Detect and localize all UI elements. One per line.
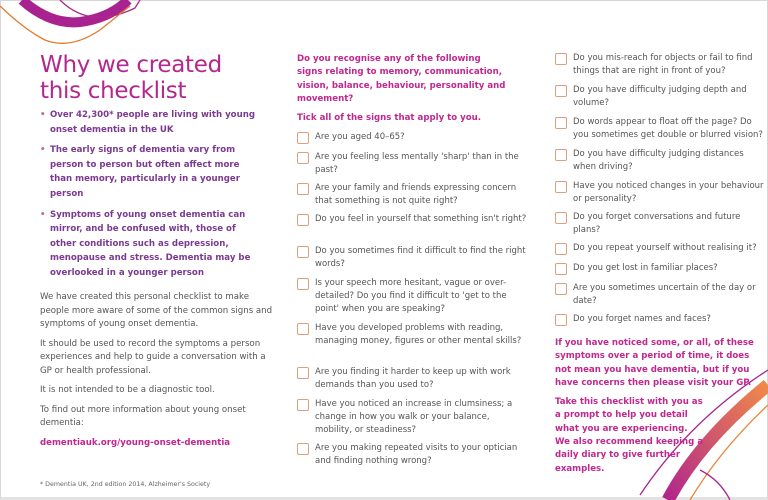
intro-question: Do you recognise any of the following signs relating to memory, communication, vision, balance, behaviour, personality and movement?: [297, 54, 506, 104]
item-label: Have you noticed changes in your behaviour or personality?: [573, 181, 764, 204]
item-label: Do you have difficulty judging distances when driving?: [573, 149, 744, 172]
paragraph: It is not intended to be a diagnostic tool.: [40, 385, 215, 395]
item-label: Do you repeat yourself without realising it?: [573, 243, 757, 253]
key-fact: • Over 42,300* people are living with young onset dementia in the UK: [40, 108, 255, 137]
checklist-item[interactable]: [297, 366, 527, 392]
key-fact: • Symptoms of young onset dementia can mirror, and be confused with, those of other conditions such as depression, menopause and stress. Dementia may be overlooked in a younger person: [40, 208, 255, 281]
paragraph: To find out more information about young onset dementia:: [40, 404, 246, 428]
item-label: Do you forget conversations and future plans?: [573, 212, 741, 235]
checkbox[interactable]: [297, 214, 309, 226]
checkbox[interactable]: [297, 443, 309, 455]
item-label: Is your speech more hesitant, vague or over-detailed? Do you find it difficult to 'get to the point' when you are speaking?: [315, 278, 507, 314]
checkbox[interactable]: [555, 53, 567, 65]
checkbox[interactable]: [297, 323, 309, 335]
dementia-uk-link[interactable]: dementiauk.org/young-onset-dementia: [40, 437, 231, 448]
page-title: Why we created this checklist: [40, 52, 222, 104]
key-fact: • The early signs of dementia vary from person to person but often affect more than memory, particularly in a younger person: [40, 143, 255, 201]
checkbox[interactable]: [297, 246, 309, 258]
checklist-item[interactable]: [555, 313, 765, 326]
checkbox[interactable]: [555, 212, 567, 224]
checkbox[interactable]: [555, 243, 567, 255]
checkbox[interactable]: [297, 183, 309, 195]
item-label: Do words appear to float off the page? Do you sometimes get double or blurred vision?: [573, 117, 763, 140]
checkbox[interactable]: [555, 314, 567, 326]
checklist-item[interactable]: [297, 322, 527, 348]
checklist-intro: [297, 53, 507, 131]
checkbox[interactable]: [555, 117, 567, 129]
checklist-item[interactable]: [555, 262, 765, 275]
checkbox[interactable]: [297, 152, 309, 164]
item-label: Have you noticed an increase in clumsiness; a change in how you walk or your balance, mobility, or steadiness?: [315, 399, 513, 435]
checklist-item[interactable]: [555, 282, 765, 308]
checklist-item[interactable]: [555, 180, 765, 206]
footnote: * Dementia UK, 2nd edition 2014, Alzheimer's Society: [40, 481, 211, 488]
checkbox[interactable]: [555, 85, 567, 97]
advice-paragraph: If you have noticed some, or all, of these symptoms over a period of time, it does not mean you have dementia, but if you have concerns then please visit your GP.: [555, 338, 754, 388]
item-label: Do you get lost in familiar places?: [573, 263, 718, 273]
checklist-item[interactable]: [297, 151, 527, 177]
checklist-item[interactable]: [555, 116, 765, 142]
instruction: Tick all of the signs that apply to you.: [297, 113, 482, 124]
checklist-item[interactable]: [297, 213, 527, 226]
closing-advice: [555, 337, 765, 482]
checklist-item[interactable]: [555, 84, 765, 110]
item-label: Do you feel in yourself that something isn't right?: [315, 214, 527, 224]
item-label: Are you making repeated visits to your optician and finding nothing wrong?: [315, 443, 518, 466]
checklist-item[interactable]: [297, 398, 527, 436]
checklist-item[interactable]: [555, 148, 765, 174]
item-label: Are you sometimes uncertain of the day or date?: [573, 283, 756, 306]
item-label: Do you mis-reach for objects or fail to find things that are right in front of you?: [573, 53, 753, 76]
checkbox[interactable]: [555, 283, 567, 295]
checklist-item[interactable]: [297, 245, 527, 271]
item-label: Are you finding it harder to keep up with work demands than you used to?: [315, 367, 511, 390]
checkbox[interactable]: [297, 399, 309, 411]
advice-paragraph: Take this checklist with you as a prompt to help you detail what you are experiencing. We also recommend keeping a daily diary to give further examples.: [555, 397, 704, 474]
checklist-item[interactable]: [555, 242, 765, 255]
item-label: Do you forget names and faces?: [573, 314, 711, 324]
paragraph: We have created this personal checklist to make people more aware of some of the common signs and symptoms of young onset dementia.: [40, 292, 273, 329]
checkbox[interactable]: [555, 149, 567, 161]
checklist-item[interactable]: [555, 211, 765, 237]
checklist-item[interactable]: [297, 442, 527, 468]
item-label: Are your family and friends expressing concern that something is not quite right?: [315, 183, 517, 206]
paragraph: It should be used to record the symptoms a person experiences and help to guide a conversation with a GP or health professional.: [40, 338, 266, 376]
item-label: Have you developed problems with reading, managing money, figures or other mental skills?: [315, 323, 522, 346]
item-label: Do you sometimes find it difficult to find the right words?: [315, 246, 526, 269]
checklist-item[interactable]: [555, 52, 765, 78]
intro-body: [40, 291, 280, 456]
checkbox[interactable]: [297, 132, 309, 144]
checklist-item[interactable]: [297, 182, 527, 208]
item-label: Do you have difficulty judging depth and volume?: [573, 85, 747, 108]
checkbox[interactable]: [555, 263, 567, 275]
key-facts-list: [40, 108, 255, 287]
item-label: Are you aged 40–65?: [315, 132, 405, 142]
checklist-item[interactable]: [297, 277, 527, 315]
checklist-item[interactable]: [297, 131, 527, 144]
checkbox[interactable]: [555, 181, 567, 193]
checkbox[interactable]: [297, 278, 309, 290]
item-label: Are you feeling less mentally 'sharp' than in the past?: [315, 152, 519, 175]
checkbox[interactable]: [297, 367, 309, 379]
